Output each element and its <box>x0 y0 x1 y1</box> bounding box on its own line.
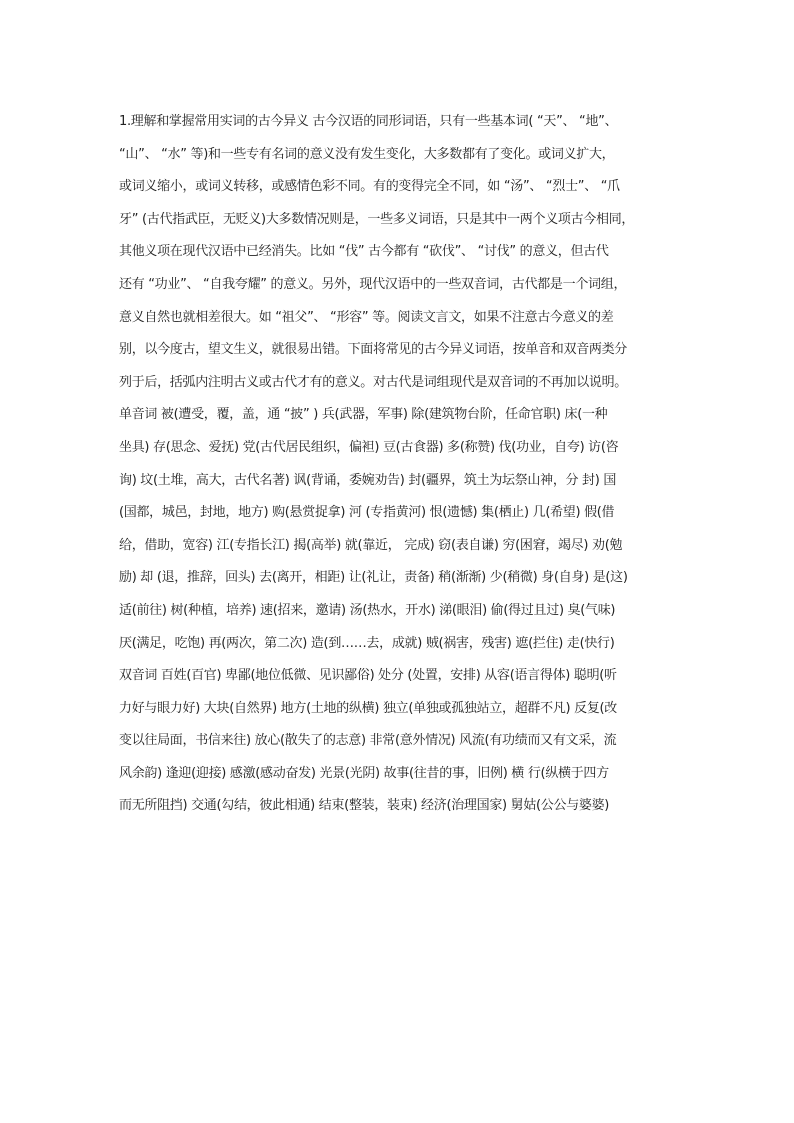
text-line: 询) 坟(土堆，高大，古代名著) 讽(背诵，委婉劝告) 封(疆界，筑土为坛祭山神，分 封) 国 <box>119 472 617 488</box>
text-line: 双音词 百姓(百官) 卑鄙(地位低微、见识鄙俗) 处分 (处置，安排) 从容(语言得体) 聪明(听 <box>119 668 617 684</box>
text-line: 适(前往) 树(种植，培养) 速(招来，邀请) 汤(热水，开水) 涕(眼泪) 偷(得过且过) 臭(气味) <box>119 602 616 618</box>
text-line: 或词义缩小，或词义转移，或感情色彩不同。有的变得完全不同，如 “汤”、 “烈士”、 “爪 <box>119 179 620 195</box>
text-line: (国都，城邑，封地，地方) 购(悬赏捉拿) 河 (专指黄河) 恨(遗憾) 集(栖止) 几(希望) 假(借 <box>119 505 615 521</box>
text-line: 励) 却 (退，推辞，回头) 去(离开，相距) 让(礼让，责备) 稍(渐渐) 少(稍微) 身(自身) 是(这) <box>119 570 628 586</box>
text-line: 风余韵) 逢迎(迎接) 感激(感动奋发) 光景(光阴) 故事(往昔的事，旧例) 横 行(纵横于四方 <box>119 765 609 781</box>
text-line: 牙” (古代指武臣，无贬义)大多数情况则是，一些多义词语，只是其中一两个义项古今相同， <box>119 211 635 227</box>
text-line: 变以往局面，书信来往) 放心(散失了的志意) 非常(意外情况) 风流(有功绩而又有文采，流 <box>119 733 617 749</box>
text-line: 列于后，括弧内注明古义或古代才有的意义。对古代是词组现代是双音词的不再加以说明。 <box>119 374 628 390</box>
text-body <box>119 106 709 823</box>
text-line: 单音词 被(遭受，覆，盖，通 “披” ) 兵(武器，军事) 除(建筑物台阶，任命官职) 床(一种 <box>119 407 608 423</box>
text-line: 意义自然也就相差很大。如 “祖父”、 “形容” 等。阅读文言文，如果不注意古今意义的差 <box>119 309 614 325</box>
text-line: 1.理解和掌握常用实词的古今异义 古今汉语的同形词语，只有一些基本词( “天”、 “地”、 <box>119 114 618 129</box>
text-line: 厌(满足，吃饱) 再(两次，第二次) 造(到……去，成就) 贼(祸害，残害) 遮(拦住) 走(快行) <box>119 635 615 651</box>
text-line: 坐具) 存(思念、爱抚) 党(古代居民组织，偏袒) 豆(古食器) 多(称赞) 伐(功业，自夸) 访(咨 <box>119 439 619 455</box>
text-line: 别，以今度古，望文生义，就很易出错。下面将常见的古今异义词语，按单音和双音两类分 <box>119 342 628 358</box>
text-line: 还有 “功业”、 “自我夸耀” 的意义。另外，现代汉语中的一些双音词，古代都是一个词组， <box>119 276 627 292</box>
text-line: 而无所阻挡) 交通(勾结，彼此相通) 结束(整装，装束) 经济(治理国家) 舅姑(公公与婆婆) <box>119 798 610 814</box>
text-line: 力好与眼力好) 大块(自然界) 地方(土地的纵横) 独立(单独或孤独站立，超群不凡) 反复(改 <box>119 700 618 716</box>
text-line: 给，借助，宽容) 江(专指长江) 揭(高举) 就(靠近， 完成) 窃(表自谦) 穷(困窘，竭尽) 劝(勉 <box>119 537 623 553</box>
text-line: “山”、 “水” 等)和一些专有名词的意义没有发生变化，大多数都有了变化。或词义扩大， <box>119 146 615 162</box>
text-line: 其他义项在现代汉语中已经消失。比如 “伐” 古今都有 “砍伐”、 “讨伐” 的意义，但古代 <box>119 244 609 260</box>
